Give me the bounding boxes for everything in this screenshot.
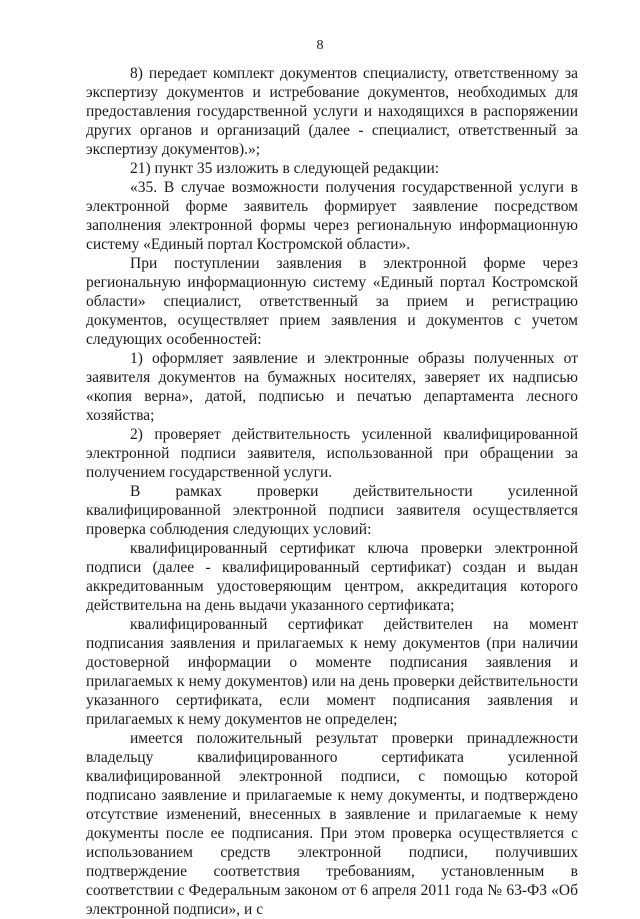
document-body <box>86 64 578 919</box>
paragraph-condition-certificate-issued: квалифицированный сертификат ключа проверки электронной подписи (далее - квалифицированный сертификат) создан и выдан аккредитованным удостоверяющим центром, аккредитация которого действительна на день выдачи указанного сертификата; <box>86 540 578 614</box>
paragraph-subitem-1: 1) оформляет заявление и электронные образы полученных от заявителя документов на бумажных носителях, заверяет их надписью «копия верна», датой, подписью и печатью департамента лесного хозяйства; <box>86 350 578 424</box>
paragraph-signature-check: В рамках проверки действительности усиленной квалифицированной электронной подписи заявителя осуществляется проверка соблюдения следующих условий: <box>86 483 578 538</box>
paragraph-subitem-2: 2) проверяет действительность усиленной квалифицированной электронной подписи заявителя, использованной при обращении за получением государственной услуги. <box>86 426 578 481</box>
page-number: 8 <box>316 38 324 53</box>
paragraph-item-8: 8) передает комплект документов специалисту, ответственному за экспертизу документов и истребование документов, необходимых для предоставления государственной услуги и находящихся в распоряжении других органов и организаций (далее - специалист, ответственный за экспертизу документов).»; <box>86 65 578 158</box>
paragraph-condition-certificate-valid: квалифицированный сертификат действителен на момент подписания заявления и прилагаемых к нему документов (при наличии достоверной информации о моменте подписания заявления и прилагаемых к нему документов) или на день проверки действительности указанного сертификата, если момент подписания заявления и прилагаемых к нему документов не определен; <box>86 616 578 728</box>
paragraph-electronic-receipt: При поступлении заявления в электронной форме через региональную информационную систему «Единый портал Костромской области» специалист, ответственный за прием и регистрацию документов, осуществляет прием заявления и документов с учетом следующих особенностей: <box>86 255 578 348</box>
paragraph-item-21: 21) пункт 35 изложить в следующей редакции: <box>130 160 440 177</box>
paragraph-condition-positive-result: имеется положительный результат проверки принадлежности владельцу квалифицированного сертификата усиленной квалифицированной электронной подписи, с помощью которой подписано заявление и прилагаемые к нему документы, и подтверждено отсутствие изменений, внесенных в заявление и прилагаемые к нему документы после ее подписания. При этом проверка осуществляется с использованием средств электронной подписи, получивших подтверждение соответствия требованиям, установленным в соответствии с Федеральным законом от 6 апреля 2011 года № 63-ФЗ «Об электронной подписи», и с <box>86 730 578 918</box>
paragraph-point-35: «35. В случае возможности получения государственной услуги в электронной форме заявитель формирует заявление посредством заполнения электронной формы через региональную информационную систему «Единый портал Костромской области». <box>86 179 578 253</box>
